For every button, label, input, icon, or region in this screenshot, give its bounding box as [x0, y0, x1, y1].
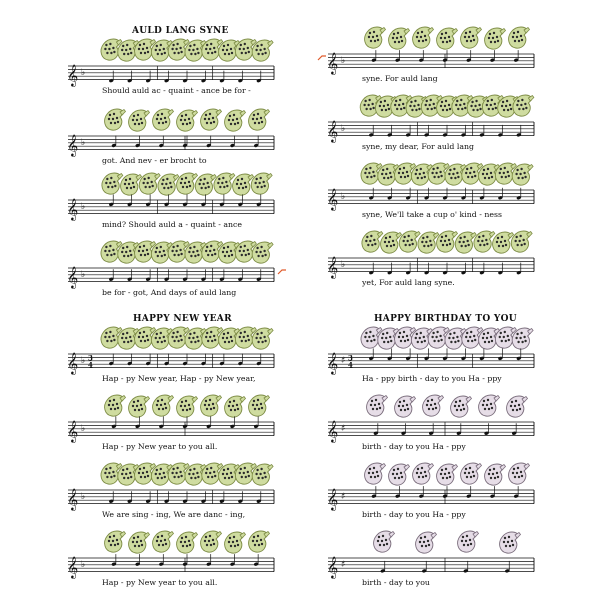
lyric-line: Hap - py New year to you all. — [102, 442, 218, 451]
sharp-sign-icon: ♯ — [341, 423, 346, 434]
ocarina-fingering-icon — [225, 110, 246, 131]
ocarina-fingering-icon — [252, 464, 273, 485]
ocarina-fingering-icon — [251, 173, 272, 194]
ocarina-fingering-icon — [129, 110, 150, 131]
lyric-line: We are sing - ing, We are danc - ing, — [102, 510, 246, 519]
ocarina-fingering-icon — [437, 464, 458, 485]
ocarina-fingering-icon — [381, 232, 402, 253]
ocarina-fingering-icon — [249, 395, 270, 416]
ocarina-fingering-icon — [102, 173, 123, 194]
staff-with-ocarinas — [328, 26, 534, 76]
ocarina-fingering-icon — [121, 174, 142, 195]
ocarina-fingering-icon — [479, 395, 500, 416]
music-system — [328, 394, 538, 454]
ocarina-fingering-icon — [389, 464, 410, 485]
ocarina-fingering-icon — [451, 396, 472, 417]
flat-sign-icon: ♭ — [81, 137, 86, 148]
lyric-line: birth - day to you — [362, 578, 430, 587]
ocarina-fingering-icon — [129, 532, 150, 553]
ocarina-fingering-icon — [507, 396, 528, 417]
sharp-sign-icon: ♯ — [341, 559, 346, 570]
song-title: HAPPY NEW YEAR — [133, 314, 232, 324]
ocarina-fingering-icon — [177, 110, 198, 131]
ocarina-fingering-icon — [153, 109, 174, 130]
flat-sign-icon: ♭ — [81, 491, 86, 502]
ocarina-fingering-icon — [509, 27, 530, 48]
lyric-line: be for - got, And days of auld lang — [102, 288, 237, 297]
ocarina-fingering-icon — [461, 27, 482, 48]
ocarina-fingering-icon — [485, 464, 506, 485]
ocarina-fingering-icon — [201, 109, 222, 130]
svg-text:4: 4 — [348, 360, 353, 370]
lyric-line: birth - day to you Ha - ppy — [362, 510, 466, 519]
staff-with-ocarinas — [68, 38, 274, 88]
music-system — [68, 240, 278, 300]
ocarina-fingering-icon — [177, 396, 198, 417]
ocarina-fingering-icon — [485, 28, 506, 49]
ocarina-fingering-icon — [225, 532, 246, 553]
ocarina-fingering-icon — [252, 328, 273, 349]
treble-clef-icon: 𝄞 — [327, 52, 339, 75]
lyric-line: Hap - py New year, Hap - py New year, — [102, 374, 256, 383]
flat-sign-icon: ♭ — [81, 355, 86, 366]
music-system — [328, 326, 538, 386]
ocarina-fingering-icon — [389, 28, 410, 49]
ocarina-fingering-icon — [367, 395, 388, 416]
flat-sign-icon: ♭ — [341, 123, 346, 134]
ocarina-fingering-icon — [395, 396, 416, 417]
song-title: AULD LANG SYNE — [132, 26, 229, 36]
ocarina-fingering-icon — [252, 242, 273, 263]
flat-sign-icon: ♭ — [81, 201, 86, 212]
music-system — [68, 394, 278, 454]
ocarina-fingering-icon — [362, 231, 383, 252]
ocarina-fingering-icon — [225, 396, 246, 417]
svg-text:3: 3 — [88, 353, 93, 363]
ocarina-fingering-icon — [413, 27, 434, 48]
ocarina-fingering-icon — [455, 232, 476, 253]
treble-clef-icon: 𝄞 — [67, 420, 79, 443]
treble-clef-icon: 𝄞 — [327, 488, 339, 511]
continuation-mark-icon — [318, 56, 326, 60]
flat-sign-icon: ♭ — [81, 67, 86, 78]
ocarina-fingering-icon — [437, 28, 458, 49]
lyric-line: mind? Should auld a - quaint - ance — [102, 220, 243, 229]
ocarina-fingering-icon — [153, 531, 174, 552]
treble-clef-icon: 𝄞 — [67, 198, 79, 221]
ocarina-fingering-icon — [509, 463, 530, 484]
ocarina-fingering-icon — [374, 531, 395, 552]
ocarina-fingering-icon — [365, 463, 386, 484]
treble-clef-icon: 𝄞 — [327, 352, 339, 375]
ocarina-fingering-icon — [461, 463, 482, 484]
treble-clef-icon: 𝄞 — [327, 556, 339, 579]
flat-sign-icon: ♭ — [341, 191, 346, 202]
lyric-line: got. And nev - er brocht to — [102, 156, 207, 165]
lyric-line: syne, my dear, For auld lang — [362, 142, 475, 151]
music-system — [328, 530, 538, 590]
treble-clef-icon: 𝄞 — [67, 266, 79, 289]
treble-clef-icon: 𝄞 — [67, 64, 79, 87]
ocarina-fingering-icon — [252, 40, 273, 61]
ocarina-fingering-icon — [158, 174, 179, 195]
ocarina-fingering-icon — [418, 232, 439, 253]
treble-clef-icon: 𝄞 — [327, 420, 339, 443]
music-system — [68, 172, 278, 232]
flat-sign-icon: ♭ — [81, 559, 86, 570]
lyric-line: Ha - ppy birth - day to you Ha - ppy — [362, 374, 502, 383]
staff-with-ocarinas — [68, 108, 274, 158]
ocarina-fingering-icon — [201, 395, 222, 416]
staff-with-ocarinas — [68, 240, 274, 290]
ocarina-fingering-icon — [153, 395, 174, 416]
ocarina-fingering-icon — [511, 231, 532, 252]
music-system — [68, 38, 278, 98]
staff-with-ocarinas — [328, 162, 534, 212]
flat-sign-icon: ♭ — [341, 55, 346, 66]
ocarina-fingering-icon — [177, 173, 198, 194]
treble-clef-icon: 𝄞 — [67, 134, 79, 157]
ocarina-fingering-icon — [105, 395, 126, 416]
lyric-line: birth - day to you Ha - ppy — [362, 442, 466, 451]
flat-sign-icon: ♭ — [341, 259, 346, 270]
staff-with-ocarinas — [68, 530, 274, 580]
music-system — [68, 462, 278, 522]
ocarina-fingering-icon — [500, 532, 521, 553]
ocarina-fingering-icon — [129, 396, 150, 417]
treble-clef-icon: 𝄞 — [327, 120, 339, 143]
staff-with-ocarinas — [68, 394, 274, 444]
treble-clef-icon: 𝄞 — [67, 352, 79, 375]
music-system — [328, 162, 538, 222]
flat-sign-icon: ♭ — [81, 269, 86, 280]
lyric-line: Hap - py New year to you all. — [102, 578, 218, 587]
treble-clef-icon: 𝄞 — [67, 488, 79, 511]
music-system — [328, 94, 538, 154]
music-system — [328, 26, 538, 86]
ocarina-fingering-icon — [458, 531, 479, 552]
sharp-sign-icon: ♯ — [341, 355, 346, 366]
treble-clef-icon: 𝄞 — [327, 188, 339, 211]
staff-with-ocarinas — [68, 326, 274, 376]
staff-with-ocarinas — [328, 462, 534, 512]
svg-text:4: 4 — [88, 360, 93, 370]
ocarina-fingering-icon — [177, 532, 198, 553]
ocarina-fingering-icon — [249, 109, 270, 130]
svg-text:3: 3 — [348, 353, 353, 363]
ocarina-fingering-icon — [105, 109, 126, 130]
ocarina-fingering-icon — [195, 174, 216, 195]
ocarina-fingering-icon — [437, 231, 458, 252]
treble-clef-icon: 𝄞 — [67, 556, 79, 579]
ocarina-fingering-icon — [413, 463, 434, 484]
ocarina-fingering-icon — [105, 531, 126, 552]
staff-with-ocarinas — [68, 172, 274, 222]
sharp-sign-icon: ♯ — [341, 491, 346, 502]
ocarina-fingering-icon — [399, 231, 420, 252]
ocarina-fingering-icon — [365, 27, 386, 48]
ocarina-fingering-icon — [233, 174, 254, 195]
ocarina-fingering-icon — [201, 531, 222, 552]
ocarina-fingering-icon — [512, 328, 533, 349]
staff-with-ocarinas — [328, 94, 534, 144]
staff-with-ocarinas — [68, 462, 274, 512]
staff-with-ocarinas — [328, 394, 534, 444]
lyric-line: syne, We'll take a cup o' kind - ness — [362, 210, 502, 219]
ocarina-fingering-icon — [423, 395, 444, 416]
ocarina-fingering-icon — [214, 173, 235, 194]
lyric-line: syne. For auld lang — [362, 74, 438, 83]
continuation-mark-icon — [278, 270, 286, 274]
flat-sign-icon: ♭ — [81, 423, 86, 434]
ocarina-fingering-icon — [249, 531, 270, 552]
lyric-line: yet, For auld lang syne. — [362, 278, 455, 287]
song-title: HAPPY BIRTHDAY TO YOU — [374, 314, 517, 324]
ocarina-fingering-icon — [416, 532, 437, 553]
ocarina-fingering-icon — [512, 164, 533, 185]
lyric-line: Should auld ac - quaint - ance be for - — [102, 86, 251, 95]
staff-with-ocarinas — [328, 230, 534, 280]
ocarina-fingering-icon — [493, 232, 514, 253]
music-system — [68, 108, 278, 168]
music-system — [68, 326, 278, 386]
music-system — [328, 462, 538, 522]
ocarina-fingering-icon — [139, 173, 160, 194]
ocarina-fingering-icon — [474, 231, 495, 252]
music-system — [68, 530, 278, 590]
staff-with-ocarinas — [328, 326, 534, 376]
treble-clef-icon: 𝄞 — [327, 256, 339, 279]
music-system — [328, 230, 538, 290]
staff-with-ocarinas — [328, 530, 534, 580]
